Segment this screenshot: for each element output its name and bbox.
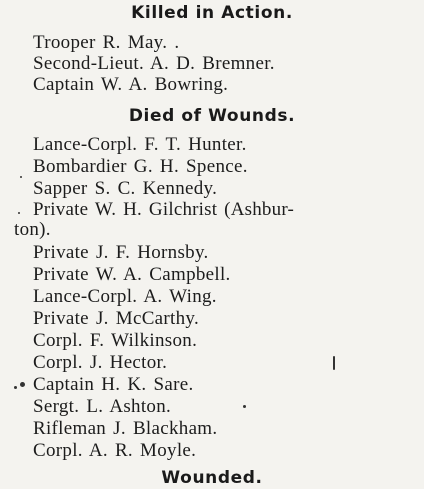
entry-captain-bowring: Captain W. A. Bowring. (33, 74, 229, 95)
entry-wilkinson: Corpl. F. Wilkinson. (33, 330, 198, 351)
heading-died-of-wounds: Died of Wounds. (128, 106, 296, 126)
entry-sare: Captain H. K. Sare. (33, 374, 194, 395)
entry-kennedy: Sapper S. C. Kennedy. (33, 178, 218, 199)
entry-hornsby: Private J. F. Hornsby. (33, 242, 209, 263)
entry-gilchrist-continued: ton). (14, 219, 51, 240)
entry-mccarthy: Private J. McCarthy. (33, 308, 200, 329)
ink-speck (18, 212, 20, 214)
ink-speck (20, 382, 25, 387)
entry-moyle: Corpl. A. R. Moyle. (33, 440, 197, 461)
entry-hector: Corpl. J. Hector. (33, 352, 168, 373)
entry-hunter: Lance-Corpl. F. T. Hunter. (33, 134, 247, 155)
ink-speck (20, 176, 22, 178)
entry-blackham: Rifleman J. Blackham. (33, 418, 218, 439)
entry-wing: Lance-Corpl. A. Wing. (33, 286, 217, 307)
ink-speck (243, 405, 246, 408)
ink-speck (14, 386, 17, 389)
ink-speck (333, 356, 335, 370)
entry-spence: Bombardier G. H. Spence. (33, 156, 248, 177)
entry-campbell: Private W. A. Campbell. (33, 264, 231, 285)
heading-wounded: Wounded. (161, 468, 263, 488)
heading-killed-in-action: Killed in Action. (131, 3, 293, 23)
entry-ashton: Sergt. L. Ashton. (33, 396, 172, 417)
entry-second-lieut-bremner: Second-Lieut. A. D. Bremner. (33, 53, 275, 74)
entry-trooper-may: Trooper R. May. . (33, 32, 180, 53)
entry-gilchrist: Private W. H. Gilchrist (Ashbur- (33, 199, 294, 220)
